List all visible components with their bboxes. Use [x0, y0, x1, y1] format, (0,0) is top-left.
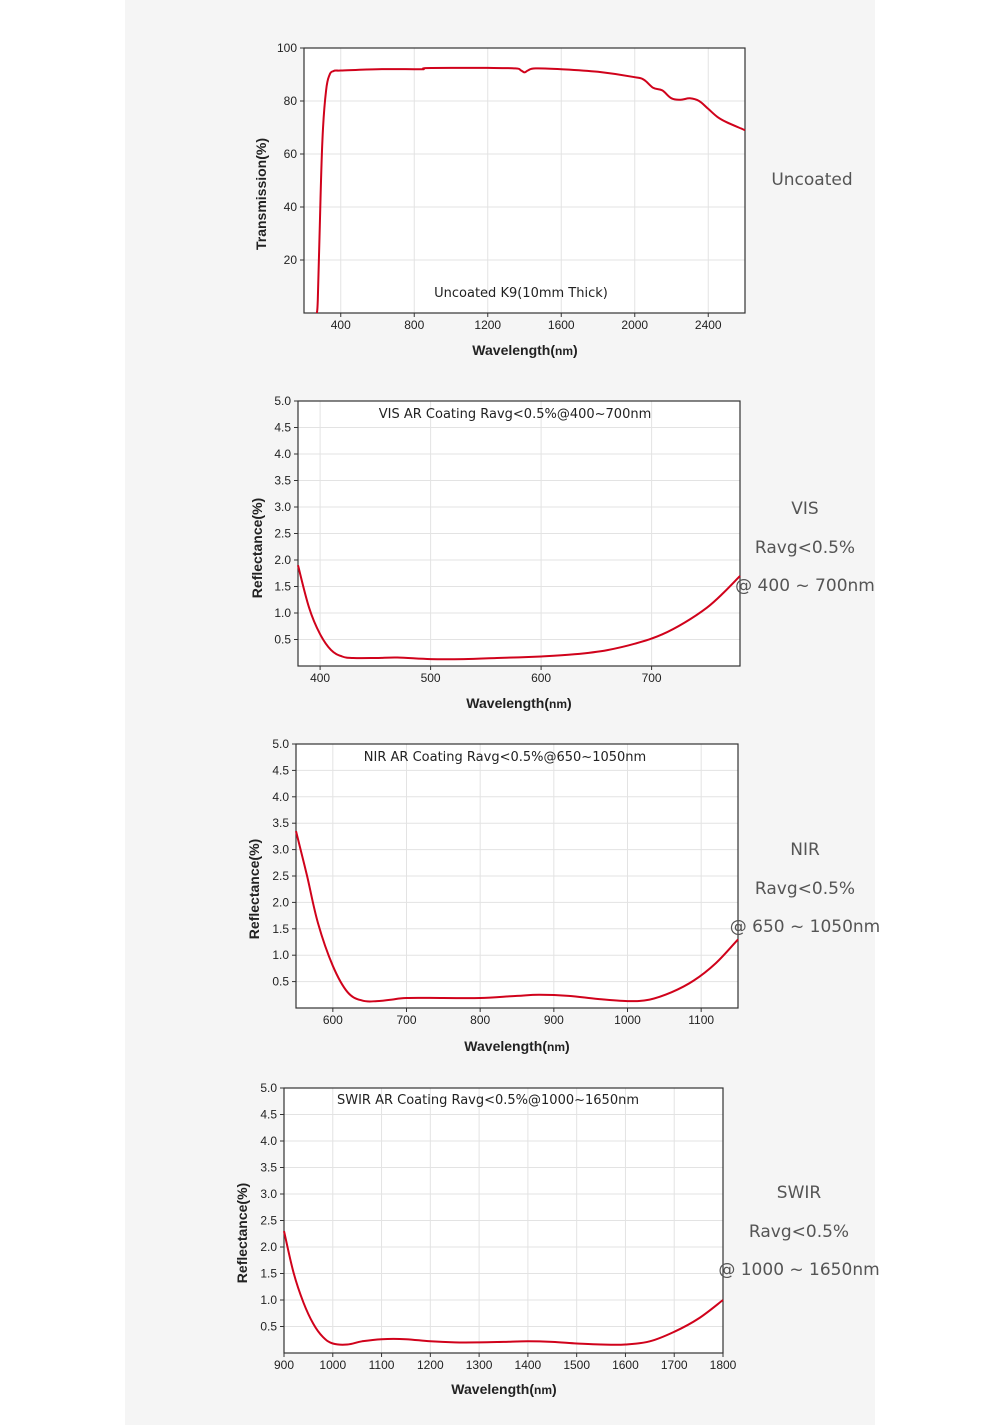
x-tick-label: 400 [330, 318, 351, 332]
chart-title: Uncoated K9(10mm Thick) [434, 286, 608, 301]
x-tick-label: 1700 [660, 1358, 688, 1372]
y-tick-label: 0.5 [274, 632, 291, 647]
x-axis-label: Wavelength(nm) [472, 342, 578, 358]
vis-label [735, 490, 875, 606]
y-tick-label: 20 [283, 253, 297, 267]
x-tick-label: 400 [310, 671, 331, 685]
uncoated-label [771, 170, 852, 190]
y-tick-label: 0.5 [272, 974, 289, 989]
x-tick-label: 500 [420, 671, 441, 685]
y-tick-label: 2.5 [274, 526, 291, 541]
y-tick-label: 3.5 [274, 473, 291, 488]
y-tick-label: 2.5 [260, 1213, 277, 1228]
swir-label [718, 1174, 879, 1290]
y-tick-label: 80 [283, 94, 297, 108]
x-axis-label: Wavelength(nm) [451, 1381, 557, 1397]
y-tick-label: 4.5 [260, 1107, 277, 1122]
x-tick-label: 900 [543, 1013, 564, 1027]
x-tick-label: 700 [641, 671, 662, 685]
x-tick-label: 2000 [621, 318, 649, 332]
y-tick-label: 1.5 [274, 579, 291, 594]
y-tick-label: 2.0 [274, 553, 291, 567]
x-tick-label: 900 [273, 1358, 295, 1372]
y-tick-label: 3.0 [272, 842, 289, 857]
y-tick-label: 2.0 [260, 1240, 277, 1254]
chart-title: VIS AR Coating Ravg<0.5%@400~700nm [378, 407, 652, 422]
x-tick-label: 2400 [694, 318, 722, 332]
nir-label [730, 831, 881, 947]
y-tick-label: 1.0 [274, 606, 291, 620]
y-tick-label: 0.5 [260, 1319, 277, 1334]
x-axis-label: Wavelength(nm) [464, 1038, 570, 1054]
y-tick-label: 2.0 [272, 895, 289, 910]
y-tick-label: 1.0 [260, 1293, 277, 1307]
x-tick-label: 1400 [514, 1358, 542, 1372]
x-tick-label: 1000 [614, 1013, 641, 1027]
y-tick-label: 4.5 [274, 420, 291, 435]
y-tick-label: 5.0 [272, 737, 289, 751]
x-tick-label: 1200 [474, 318, 502, 332]
x-axis-label: Wavelength(nm) [466, 695, 572, 711]
x-tick-label: 700 [396, 1013, 417, 1027]
y-tick-label: 4.0 [272, 789, 289, 804]
y-axis-label: Reflectance(%) [249, 497, 265, 599]
x-tick-label: 800 [404, 318, 425, 332]
y-tick-label: 4.0 [274, 447, 291, 461]
y-tick-label: 5.0 [274, 394, 291, 408]
y-tick-label: 3.5 [260, 1160, 277, 1175]
swir-label-line3: @ 1000 ~ 1650nm [718, 1260, 880, 1280]
nir-label-line1: NIR [790, 840, 820, 860]
vis-label-line2: Ravg<0.5% [754, 537, 856, 558]
x-tick-label: 1100 [368, 1358, 395, 1372]
x-tick-label: 1600 [612, 1358, 639, 1372]
y-tick-label: 1.5 [272, 921, 289, 936]
x-tick-label: 800 [470, 1013, 491, 1027]
x-tick-label: 1600 [547, 318, 575, 332]
vis-label-line3: @ 400 ~ 700nm [735, 576, 875, 596]
y-tick-label: 4.5 [272, 763, 289, 778]
y-tick-label: 100 [276, 41, 297, 55]
y-tick-label: 4.0 [260, 1134, 277, 1148]
y-tick-label: 5.0 [260, 1081, 277, 1095]
x-tick-label: 600 [322, 1013, 343, 1027]
y-axis-label: Reflectance(%) [246, 838, 262, 940]
y-tick-label: 40 [283, 200, 297, 214]
chart-title: NIR AR Coating Ravg<0.5%@650~1050nm [363, 750, 647, 765]
y-tick-label: 3.0 [274, 500, 291, 514]
nir-label-line2: Ravg<0.5% [754, 878, 856, 899]
y-axis-label: Transmission(%) [253, 137, 269, 251]
x-tick-label: 1300 [465, 1358, 493, 1372]
y-tick-label: 1.5 [260, 1266, 277, 1281]
x-tick-label: 1200 [416, 1358, 444, 1372]
x-tick-label: 1000 [319, 1358, 347, 1372]
swir-label-line2: Ravg<0.5% [748, 1221, 850, 1242]
y-tick-label: 2.5 [272, 869, 289, 883]
y-tick-label: 3.0 [260, 1187, 277, 1201]
y-tick-label: 3.5 [272, 816, 289, 831]
vis-label-line1: VIS [791, 499, 819, 519]
uncoated-label-line1: Uncoated [771, 170, 853, 190]
y-tick-label: 1.0 [272, 948, 289, 963]
nir-label-line3: @ 650 ~ 1050nm [729, 917, 881, 937]
swir-label-line1: SWIR [776, 1183, 822, 1203]
x-tick-label: 1500 [563, 1358, 591, 1372]
x-tick-label: 600 [531, 671, 552, 685]
x-tick-label: 1100 [688, 1013, 715, 1027]
chart-title: SWIR AR Coating Ravg<0.5%@1000~1650nm [336, 1093, 640, 1108]
x-tick-label: 1800 [709, 1358, 737, 1372]
y-tick-label: 60 [283, 147, 297, 161]
y-axis-label: Reflectance(%) [234, 1182, 250, 1284]
